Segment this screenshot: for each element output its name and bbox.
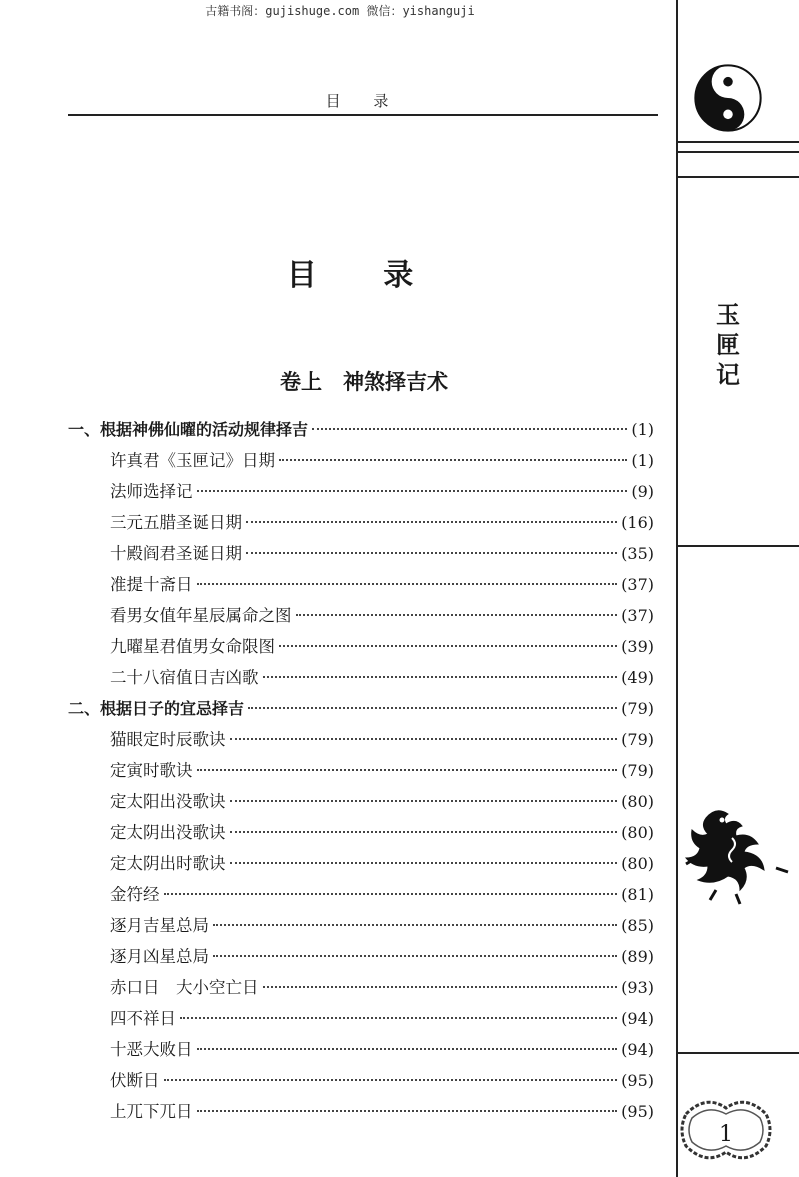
toc-entry-row bbox=[68, 1003, 654, 1034]
toc-page-number: (79) bbox=[621, 730, 654, 749]
toc-title: 伏断日 bbox=[110, 1071, 160, 1090]
dot-leader bbox=[246, 552, 617, 554]
dot-leader bbox=[213, 955, 617, 957]
toc-page-number: (37) bbox=[621, 575, 654, 594]
dragon-icon bbox=[676, 798, 796, 908]
toc-title: 猫眼定时辰歌诀 bbox=[110, 730, 226, 749]
band-divider bbox=[678, 1052, 799, 1054]
toc-page-number: (81) bbox=[621, 885, 654, 904]
toc-page-number: (37) bbox=[621, 606, 654, 625]
toc-entry-row bbox=[68, 848, 654, 879]
toc-page-number: (80) bbox=[621, 823, 654, 842]
toc-title: 定太阴出没歌诀 bbox=[110, 823, 226, 842]
side-band bbox=[676, 0, 799, 1177]
toc-page-number: (16) bbox=[621, 513, 654, 532]
toc-section-row bbox=[68, 693, 654, 724]
toc-title: 二、根据日子的宜忌择吉 bbox=[68, 699, 245, 718]
toc-title: 一、根据神佛仙曜的活动规律择吉 bbox=[68, 420, 309, 439]
band-divider bbox=[678, 545, 799, 547]
toc-entry-row bbox=[68, 755, 654, 786]
side-title-char: 记 bbox=[716, 361, 740, 389]
dot-leader bbox=[246, 521, 617, 523]
running-head: 目 录 bbox=[325, 92, 403, 110]
dot-leader bbox=[164, 1079, 618, 1081]
dot-leader bbox=[197, 490, 628, 492]
dot-leader bbox=[230, 738, 618, 740]
toc-title: 法师选择记 bbox=[110, 482, 193, 501]
toc-title: 准提十斋日 bbox=[110, 575, 193, 594]
toc-title: 许真君《玉匣记》日期 bbox=[110, 451, 275, 470]
toc-title: 二十八宿值日吉凶歌 bbox=[110, 668, 259, 687]
toc-section-row bbox=[68, 414, 654, 445]
dot-leader bbox=[197, 583, 618, 585]
toc-entry-row bbox=[68, 786, 654, 817]
dot-leader bbox=[263, 676, 618, 678]
toc-entry-row bbox=[68, 445, 654, 476]
toc-title: 上兀下兀日 bbox=[110, 1102, 193, 1121]
dot-leader bbox=[279, 459, 627, 461]
page-number: 1 bbox=[719, 1122, 733, 1147]
dot-leader bbox=[230, 800, 618, 802]
dot-leader bbox=[213, 924, 617, 926]
dot-leader bbox=[197, 1110, 618, 1112]
toc-title: 赤口日 大小空亡日 bbox=[110, 978, 259, 997]
side-book-title bbox=[708, 300, 748, 390]
toc-entry-row bbox=[68, 600, 654, 631]
dot-leader bbox=[263, 986, 618, 988]
toc-entry-row bbox=[68, 476, 654, 507]
toc-page-number: (1) bbox=[631, 451, 654, 470]
toc-page-number: (93) bbox=[621, 978, 654, 997]
toc-entry-row bbox=[68, 507, 654, 538]
band-divider bbox=[678, 176, 799, 178]
toc-page-number: (39) bbox=[621, 637, 654, 656]
table-of-contents bbox=[68, 414, 654, 1127]
yin-yang-icon bbox=[694, 64, 762, 132]
dot-leader bbox=[180, 1017, 617, 1019]
header-rule bbox=[68, 114, 658, 116]
toc-page-number: (9) bbox=[631, 482, 654, 501]
toc-entry-row bbox=[68, 569, 654, 600]
toc-entry-row bbox=[68, 631, 654, 662]
toc-title: 定太阳出没歌诀 bbox=[110, 792, 226, 811]
toc-page-number: (85) bbox=[621, 916, 654, 935]
toc-entry-row bbox=[68, 910, 654, 941]
toc-entry-row bbox=[68, 879, 654, 910]
dot-leader bbox=[197, 1048, 618, 1050]
toc-title: 四不祥日 bbox=[110, 1009, 176, 1028]
toc-page-number: (94) bbox=[621, 1009, 654, 1028]
watermark-text: 古籍书阁：gujishuge.com 微信：yishanguji bbox=[205, 4, 475, 18]
band-divider bbox=[678, 151, 799, 153]
toc-page-number: (95) bbox=[621, 1071, 654, 1090]
dot-leader bbox=[312, 428, 627, 430]
side-title-char: 玉 bbox=[716, 301, 740, 329]
dot-leader bbox=[164, 893, 618, 895]
toc-page-number: (94) bbox=[621, 1040, 654, 1059]
toc-title: 逐月吉星总局 bbox=[110, 916, 209, 935]
volume-title: 卷上 神煞择吉术 bbox=[280, 370, 448, 394]
toc-page-number: (89) bbox=[621, 947, 654, 966]
toc-page-number: (79) bbox=[621, 699, 654, 718]
toc-title: 定太阴出时歌诀 bbox=[110, 854, 226, 873]
dot-leader bbox=[197, 769, 618, 771]
toc-entry-row bbox=[68, 724, 654, 755]
side-title-char: 匣 bbox=[716, 331, 740, 359]
toc-entry-row bbox=[68, 1034, 654, 1065]
toc-page-number: (80) bbox=[621, 792, 654, 811]
toc-page-number: (49) bbox=[621, 668, 654, 687]
page-title: 目 录 bbox=[286, 258, 442, 293]
toc-title: 逐月凶星总局 bbox=[110, 947, 209, 966]
toc-page-number: (35) bbox=[621, 544, 654, 563]
toc-entry-row bbox=[68, 538, 654, 569]
dot-leader bbox=[248, 707, 617, 709]
toc-entry-row bbox=[68, 662, 654, 693]
dot-leader bbox=[230, 862, 618, 864]
dot-leader bbox=[279, 645, 617, 647]
toc-page-number: (95) bbox=[621, 1102, 654, 1121]
toc-title: 十恶大败日 bbox=[110, 1040, 193, 1059]
toc-page-number: (80) bbox=[621, 854, 654, 873]
toc-title: 三元五腊圣诞日期 bbox=[110, 513, 242, 532]
toc-title: 九曜星君值男女命限图 bbox=[110, 637, 275, 656]
toc-title: 金符经 bbox=[110, 885, 160, 904]
toc-page-number: (1) bbox=[631, 420, 654, 439]
toc-title: 定寅时歌诀 bbox=[110, 761, 193, 780]
toc-entry-row bbox=[68, 941, 654, 972]
toc-entry-row bbox=[68, 1096, 654, 1127]
dot-leader bbox=[230, 831, 618, 833]
toc-title: 看男女值年星辰属命之图 bbox=[110, 606, 292, 625]
toc-page-number: (79) bbox=[621, 761, 654, 780]
toc-entry-row bbox=[68, 1065, 654, 1096]
toc-entry-row bbox=[68, 817, 654, 848]
toc-title: 十殿阎君圣诞日期 bbox=[110, 544, 242, 563]
toc-entry-row bbox=[68, 972, 654, 1003]
dot-leader bbox=[296, 614, 618, 616]
band-divider bbox=[678, 141, 799, 143]
